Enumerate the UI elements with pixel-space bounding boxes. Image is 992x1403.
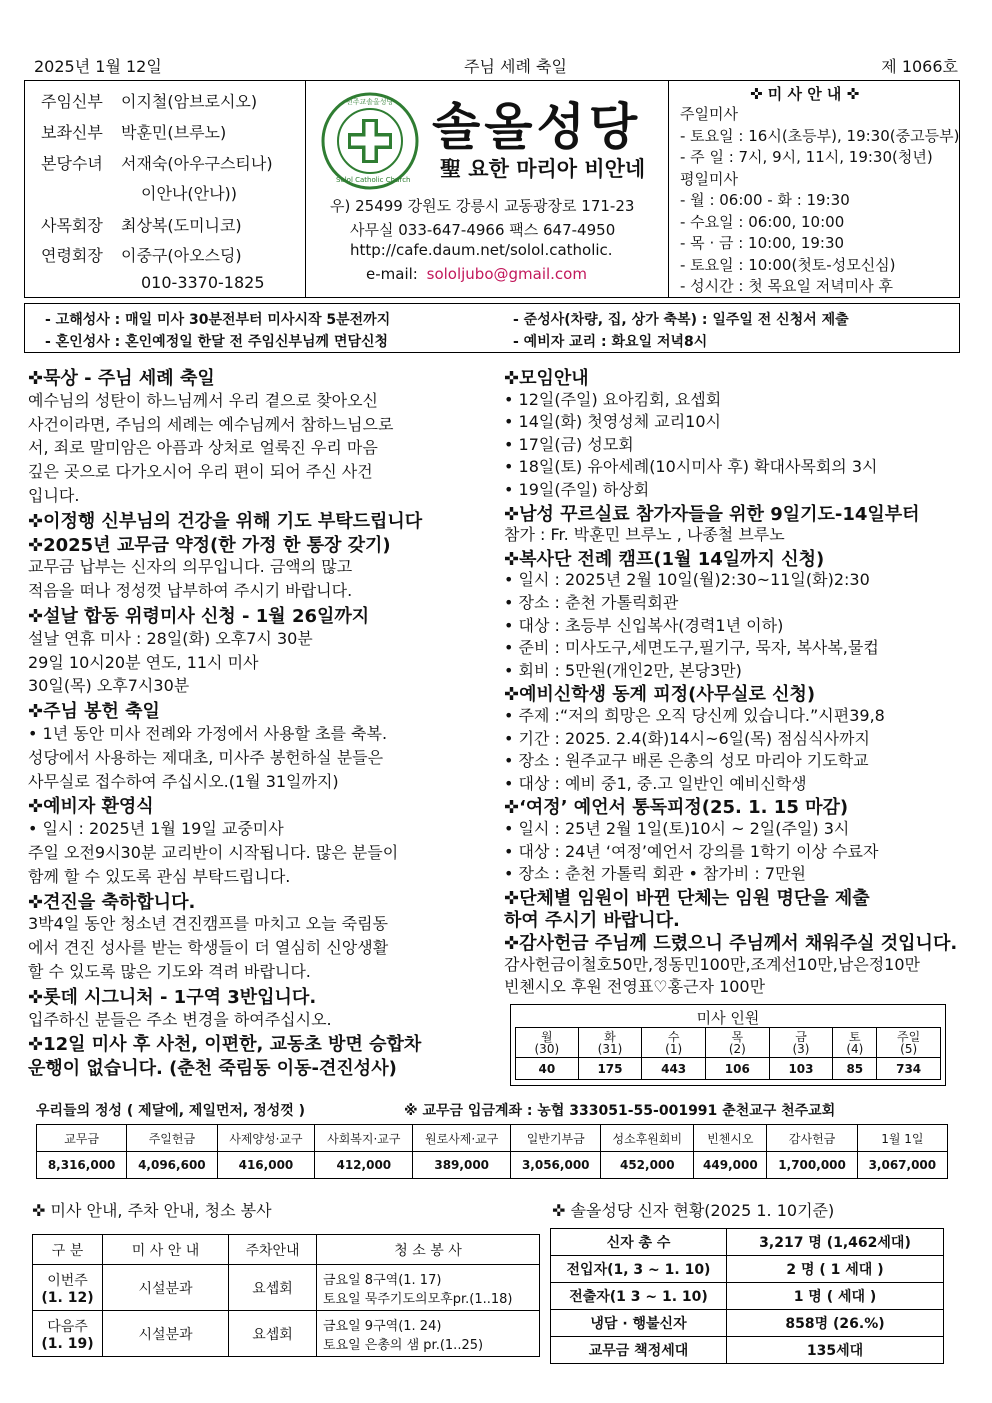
mass-count-day-name: 월 xyxy=(541,1029,553,1044)
church-info xyxy=(305,81,669,297)
section-heading: ✜단체별 임원이 바뀐 단체는 임원 명단을 제출 xyxy=(504,887,870,909)
staff-row xyxy=(41,213,242,236)
section-text: • 1년 동안 미사 전례와 가정에서 사용할 초를 축복. xyxy=(28,724,388,743)
believers-title: ✜ 솔올성당 신자 현황(2025 1. 10기준) xyxy=(552,1201,835,1220)
section-heading: ✜이정행 신부님의 건강을 위해 기도 부탁드립니다 xyxy=(28,510,423,532)
service-cleaning-fri: 금요일 8구역(1. 17) xyxy=(323,1272,442,1288)
offering-header: 감사헌금 xyxy=(767,1125,857,1152)
mass-count-value: 40 xyxy=(516,1058,579,1080)
offering-value: 1,700,000 xyxy=(767,1152,857,1179)
sacrament-notices xyxy=(24,303,960,353)
offering-value: 412,000 xyxy=(315,1152,413,1179)
section-text: • 장소 : 원주교구 배론 은총의 성모 마리아 기도학교 xyxy=(504,751,869,771)
offering-header: 사제양성·교구 xyxy=(217,1125,315,1152)
section-heading: ✜예비신학생 동계 피정(사무실로 신청) xyxy=(504,684,816,706)
mass-count-value: 175 xyxy=(578,1058,642,1080)
mass-count-value: 106 xyxy=(705,1058,769,1080)
service-week-date: (1. 19) xyxy=(41,1335,94,1352)
mass-count-day-date: (2) xyxy=(728,1041,746,1056)
offering-value: 452,000 xyxy=(601,1152,694,1179)
church-logo xyxy=(320,91,420,191)
notice-confession: - 고해성사 : 매일 미사 30분전부터 미사시작 5분전까지 xyxy=(45,312,391,328)
believers-value: 3,217 명 (1,462세대) xyxy=(727,1229,944,1256)
section-text: • 기간 : 2025. 2.4(화)14시~6일(목) 점심식사까지 xyxy=(504,728,870,748)
section-text: 30일(목) 오후7시30분 xyxy=(28,676,190,696)
believers-row xyxy=(551,1283,944,1310)
staff-name: 이중구(아오스딩) xyxy=(121,246,242,265)
section-text: 성당에서 사용하는 제대초, 미사주 봉헌하실 분들은 xyxy=(28,747,384,767)
believers-value: 2 명 ( 1 세대 ) xyxy=(727,1256,944,1283)
mass-count-day xyxy=(769,1028,833,1058)
offering-header: 원로사제·교구 xyxy=(413,1125,511,1152)
section-text: 3박4일 동안 청소년 견진캠프를 마치고 오늘 죽림동 xyxy=(28,914,388,934)
issue-number: 제 1066호 xyxy=(881,57,958,76)
section-text: • 대상 : 24년 ‘여정’예언서 강의를 1학기 이상 수료자 xyxy=(504,841,879,861)
service-table xyxy=(32,1234,540,1357)
section-heading: ✜견진을 축하합니다. xyxy=(28,891,196,913)
section-text: 입니다. xyxy=(28,486,80,505)
offering-title: 우리들의 정성 ( 제달에, 제일먼저, 정성껏 ) xyxy=(36,1103,306,1119)
mass-count-day-name: 주일 xyxy=(897,1029,921,1044)
service-cleaning xyxy=(317,1265,540,1311)
offering-value: 416,000 xyxy=(217,1152,315,1179)
section-text: • 회비 : 5만원(개인2만, 본당3만) xyxy=(504,660,742,680)
section-text: 사건이라면, 주님의 세례는 예수님께서 참하느님으로 xyxy=(28,414,394,434)
service-cleaning-fri: 금요일 9구역(1. 24) xyxy=(323,1318,442,1334)
staff-role: 사목회장 xyxy=(41,216,103,235)
church-url[interactable]: http://cafe.daum.net/solol.catholic. xyxy=(350,241,613,259)
mass-count-day xyxy=(705,1028,769,1058)
mass-count-value: 734 xyxy=(877,1058,941,1080)
mass-count-day-date: (3) xyxy=(792,1041,810,1056)
offering-header-row xyxy=(37,1125,948,1152)
service-parking: 요셉회 xyxy=(229,1311,317,1357)
service-parking: 요셉회 xyxy=(229,1265,317,1311)
service-header: 주차안내 xyxy=(229,1235,317,1265)
staff-role: 보좌신부 xyxy=(41,123,103,142)
mass-count-table xyxy=(515,1027,941,1080)
section-text: 입주하신 분들은 주소 변경을 하여주십시오. xyxy=(28,1009,332,1029)
service-week-label: 다음주 xyxy=(47,1318,88,1335)
believers-row xyxy=(551,1229,944,1256)
staff-name: 이안나(안나)) xyxy=(141,184,238,203)
offering-value: 3,067,000 xyxy=(857,1152,947,1179)
section-text: 함께 할 수 있도록 관심 부탁드립니다. xyxy=(28,866,291,886)
staff-row xyxy=(41,120,226,143)
service-cleaning-sat: 토요일 묵주기도의모후pr.(1..18) xyxy=(323,1291,513,1307)
service-header-row xyxy=(33,1235,540,1265)
mass-schedule xyxy=(670,81,961,297)
section-text: • 대상 : 초등부 신입복사(경력1년 이하) xyxy=(504,615,784,635)
offering-header: 1월 1일 xyxy=(857,1125,947,1152)
believers-row xyxy=(551,1310,944,1337)
service-header: 구 분 xyxy=(33,1235,103,1265)
staff-role: 주임신부 xyxy=(41,92,103,111)
service-cleaning-sat: 토요일 은총의 샘 pr.(1..25) xyxy=(323,1337,484,1353)
mass-schedule-line: 주일미사 xyxy=(680,105,738,123)
left-column xyxy=(28,364,488,1084)
believers-label: 전출자(1 3 ~ 1. 10) xyxy=(551,1283,727,1310)
service-week xyxy=(33,1265,103,1311)
section-heading: 운행이 없습니다. (춘천 죽림동 이동-견진성사) xyxy=(28,1058,397,1080)
section-heading: ✜감사헌금 주님께 드렸으니 주님께서 채워주실 것입니다. xyxy=(504,933,958,954)
bulletin-date: 2025년 1월 12일 xyxy=(34,57,162,76)
church-patron: 聖 요한 마리아 비안네 xyxy=(440,157,646,181)
header-box xyxy=(24,80,960,298)
staff-row xyxy=(41,151,273,174)
mass-count-day xyxy=(578,1028,642,1058)
section-heading: 하여 주시기 바랍니다. xyxy=(504,910,680,932)
church-name: 솔올성당 xyxy=(432,98,642,156)
believers-label: 교무금 책정세대 xyxy=(551,1337,727,1364)
section-heading: ✜12일 미사 후 사천, 이편한, 교동초 방면 승합차 xyxy=(28,1034,422,1056)
section-heading: ✜‘여정’ 예언서 통독피정(25. 1. 15 마감) xyxy=(504,797,849,819)
mass-count-box xyxy=(510,1004,946,1086)
mass-schedule-line: - 성시간 : 첫 목요일 저녁미사 후 xyxy=(680,277,893,295)
offering-table xyxy=(36,1124,948,1179)
section-text: 빈첸시오 후원 전영표♡홍근자 100만 xyxy=(504,977,766,997)
mass-count-day-date: (5) xyxy=(900,1041,918,1056)
service-header: 미 사 안 내 xyxy=(103,1235,229,1265)
section-heading: ✜예비자 환영식 xyxy=(28,796,154,818)
mass-count-day xyxy=(833,1028,877,1058)
offering-header: 성소후원회비 xyxy=(601,1125,694,1152)
section-heading: ✜2025년 교무금 약정(한 가정 한 통장 갖기) xyxy=(28,534,391,556)
offering-header: 교무금 xyxy=(37,1125,127,1152)
section-text: • 19일(주일) 하상회 xyxy=(504,480,650,499)
mass-count-day xyxy=(877,1028,941,1058)
mass-count-header-row xyxy=(516,1028,941,1058)
section-text: 할 수 있도록 많은 기도와 격려 바랍니다. xyxy=(28,962,311,981)
mass-count-value: 443 xyxy=(642,1058,706,1080)
section-text: 예수님의 성탄이 하느님께서 우리 곁으로 찾아오신 xyxy=(28,390,379,410)
email-link[interactable]: sololjubo@gmail.com xyxy=(426,265,587,283)
believers-section xyxy=(548,1194,948,1374)
mass-count-value-row xyxy=(516,1058,941,1080)
mass-count-day-name: 수 xyxy=(667,1029,680,1044)
notice-marriage: - 혼인성사 : 혼인예정일 한달 전 주임신부님께 면담신청 xyxy=(45,334,389,350)
service-title: ✜ 미사 안내, 주차 안내, 청소 봉사 xyxy=(32,1201,272,1220)
believers-row xyxy=(551,1256,944,1283)
mass-schedule-title: ✜ 미 사 안 내 ✜ xyxy=(750,85,860,103)
mass-count-day-name: 금 xyxy=(795,1029,807,1044)
mass-count-day-name: 화 xyxy=(604,1029,616,1044)
service-section xyxy=(28,1194,548,1374)
section-text: 사무실로 접수하여 주십시오.(1월 31일까지) xyxy=(28,771,339,791)
believers-label: 신자 총 수 xyxy=(551,1229,727,1256)
offering-header: 사회복지·교구 xyxy=(315,1125,413,1152)
service-week xyxy=(33,1311,103,1357)
section-text: 에서 견진 성사를 받는 학생들이 더 열심히 신앙생활 xyxy=(28,938,389,958)
offering-header: 빈첸시오 xyxy=(694,1125,767,1152)
service-mass: 시설분과 xyxy=(103,1311,229,1357)
mass-schedule-line: 평일미사 xyxy=(680,169,738,188)
service-header: 청 소 봉 사 xyxy=(317,1235,540,1265)
staff-name: 최상복(도미니코) xyxy=(121,216,242,235)
staff-name: 서재숙(아우구스티나) xyxy=(121,154,273,173)
mass-count-title: 미사 인원 xyxy=(696,1009,760,1027)
section-text: 29일 10시20분 연도, 11시 미사 xyxy=(28,652,259,672)
service-cleaning xyxy=(317,1311,540,1357)
section-heading: ✜묵상 - 주님 세례 축일 xyxy=(28,368,215,389)
believers-label: 냉담 · 행불신자 xyxy=(551,1310,727,1337)
believers-table xyxy=(550,1228,944,1364)
section-heading: ✜롯데 시그니처 - 1구역 3반입니다. xyxy=(28,986,317,1008)
service-mass: 시설분과 xyxy=(103,1265,229,1311)
top-line xyxy=(32,50,958,80)
section-text: • 18일(토) 유아세례(10시미사 후) 확대사목회의 3시 xyxy=(504,457,878,477)
section-text: 깊은 곳으로 다가오시어 우리 편이 되어 주신 사건 xyxy=(28,462,373,482)
mass-count-day-date: (4) xyxy=(846,1041,864,1056)
email-row xyxy=(366,265,587,283)
mass-count-day xyxy=(642,1028,706,1058)
offering-value: 8,316,000 xyxy=(37,1152,127,1179)
staff-row xyxy=(41,89,257,112)
staff-row xyxy=(41,273,265,292)
offering-account: ※ 교무금 입금계좌 : 농협 333051-55-001991 춘천교구 천주교회 xyxy=(404,1103,836,1119)
section-text: • 일시 : 2025년 2월 10일(월)2:30~11일(화)2:30 xyxy=(504,570,870,590)
mass-count-day-name: 토 xyxy=(849,1029,861,1044)
mass-count-value: 85 xyxy=(833,1058,877,1080)
mass-schedule-line: - 수요일 : 06:00, 10:00 xyxy=(680,212,845,231)
section-heading: ✜주님 봉헌 축일 xyxy=(28,701,160,723)
section-text: 참가 : Fr. 박훈민 브루노 , 나종철 브루노 xyxy=(504,525,785,545)
offering-header: 일반기부금 xyxy=(511,1125,601,1152)
email-label: e-mail: xyxy=(366,265,418,283)
staff-role: 연령회장 xyxy=(41,246,103,265)
section-heading: ✜남성 꾸르실료 참가자들을 위한 9일기도-14일부터 xyxy=(504,503,920,525)
section-text: 감사헌금이철호50만,정동민100만,조계선10만,남은정10만 xyxy=(504,954,920,974)
offering-value: 3,056,000 xyxy=(511,1152,601,1179)
section-text: • 장소 : 춘천 가톨릭 회관 • 참가비 : 7만원 xyxy=(504,864,806,884)
offering-value: 449,000 xyxy=(694,1152,767,1179)
section-heading: ✜모임안내 xyxy=(504,368,589,389)
offering-section xyxy=(24,1094,960,1184)
section-text: • 장소 : 춘천 가톨릭회관 xyxy=(504,593,679,612)
mass-count-day-name: 목 xyxy=(731,1029,744,1044)
offering-value: 4,096,600 xyxy=(127,1152,217,1179)
mass-schedule-line: - 토요일 : 16시(초등부), 19:30(중고등부) xyxy=(680,126,960,145)
mass-schedule-line: - 주 일 : 7시, 9시, 11시, 19:30(청년) xyxy=(680,148,933,166)
church-address: 우) 25499 강원도 강릉시 교동광장로 171-23 xyxy=(330,197,635,215)
service-row xyxy=(33,1265,540,1311)
section-text: • 준비 : 미사도구,세면도구,필기구, 묵자, 복사복,물컵 xyxy=(504,638,879,658)
mass-count-value: 103 xyxy=(769,1058,833,1080)
section-heading: ✜복사단 전례 캠프(1월 14일까지 신청) xyxy=(504,548,825,570)
feast-name: 주님 세례 축일 xyxy=(464,57,567,76)
logo-text-bottom: Solol Catholic Church xyxy=(336,176,411,184)
staff-row xyxy=(41,243,242,266)
offering-value-row xyxy=(37,1152,948,1179)
notice-catechumen: - 예비자 교리 : 화요일 저녁8시 xyxy=(513,334,708,350)
staff-name: 010-3370-1825 xyxy=(141,273,265,292)
notice-blessing: - 준성사(차량, 집, 상가 축복) : 일주일 전 신청서 제출 xyxy=(513,312,849,328)
section-text: 설날 연휴 미사 : 28일(화) 오후7시 30분 xyxy=(28,628,313,648)
section-text: 주일 오전9시30분 교리반이 시작됩니다. 많은 분들이 xyxy=(28,843,399,862)
section-text: • 12일(주일) 요아킴회, 요셉회 xyxy=(504,389,722,409)
section-text: 적음을 떠나 정성껏 납부하여 주시기 바랍니다. xyxy=(28,581,353,601)
believers-row xyxy=(551,1337,944,1364)
offering-header: 주일헌금 xyxy=(127,1125,217,1152)
section-text: 교무금 납부는 신자의 의무입니다. 금액의 많고 xyxy=(28,557,353,577)
staff-role: 본당수녀 xyxy=(41,154,103,173)
right-column xyxy=(504,364,956,1004)
believers-label: 전입자(1, 3 ~ 1. 10) xyxy=(551,1256,727,1283)
staff-list xyxy=(25,81,305,297)
mass-schedule-line: - 월 : 06:00 - 화 : 19:30 xyxy=(680,191,850,209)
believers-value: 135세대 xyxy=(727,1337,944,1364)
mass-count-day-date: (1) xyxy=(665,1041,683,1056)
believers-value: 858명 (26.%) xyxy=(727,1310,944,1337)
section-text: • 일시 : 2025년 1월 19일 교중미사 xyxy=(28,819,284,839)
mass-schedule-line: - 토요일 : 10:00(첫토-성모신심) xyxy=(680,255,896,274)
section-text: • 17일(금) 성모회 xyxy=(504,434,634,454)
mass-count-day xyxy=(516,1028,579,1058)
section-heading: ✜설날 합동 위령미사 신청 - 1월 26일까지 xyxy=(28,606,370,627)
mass-count-day-date: (31) xyxy=(597,1041,623,1056)
offering-value: 389,000 xyxy=(413,1152,511,1179)
service-row xyxy=(33,1311,540,1357)
believers-value: 1 명 ( 세대 ) xyxy=(727,1283,944,1310)
section-text: • 대상 : 예비 중1, 중.고 일반인 예비신학생 xyxy=(504,773,807,793)
section-text: 서, 죄로 말미암은 아픔과 상처로 얼룩진 우리 마음 xyxy=(28,438,378,458)
logo-text-top: 천주교솔올성당 xyxy=(346,98,394,106)
section-text: • 일시 : 25년 2월 1일(토)10시 ~ 2일(주일) 3시 xyxy=(504,819,850,838)
staff-row xyxy=(41,181,237,204)
church-phone: 사무실 033-647-4966 팩스 647-4950 xyxy=(350,221,616,239)
mass-count-day-date: (30) xyxy=(534,1041,560,1056)
staff-name: 이지철(암브로시오) xyxy=(121,92,258,111)
mass-schedule-line: - 목 · 금 : 10:00, 19:30 xyxy=(680,234,845,252)
service-week-label: 이번주 xyxy=(47,1272,88,1289)
section-text: • 14일(화) 첫영성체 교리10시 xyxy=(504,412,722,432)
staff-name: 박훈민(브루노) xyxy=(121,123,227,142)
section-text: • 주제 :“저의 희망은 오직 당신께 있습니다.”시편39,8 xyxy=(504,706,885,725)
service-week-date: (1. 12) xyxy=(41,1289,94,1306)
